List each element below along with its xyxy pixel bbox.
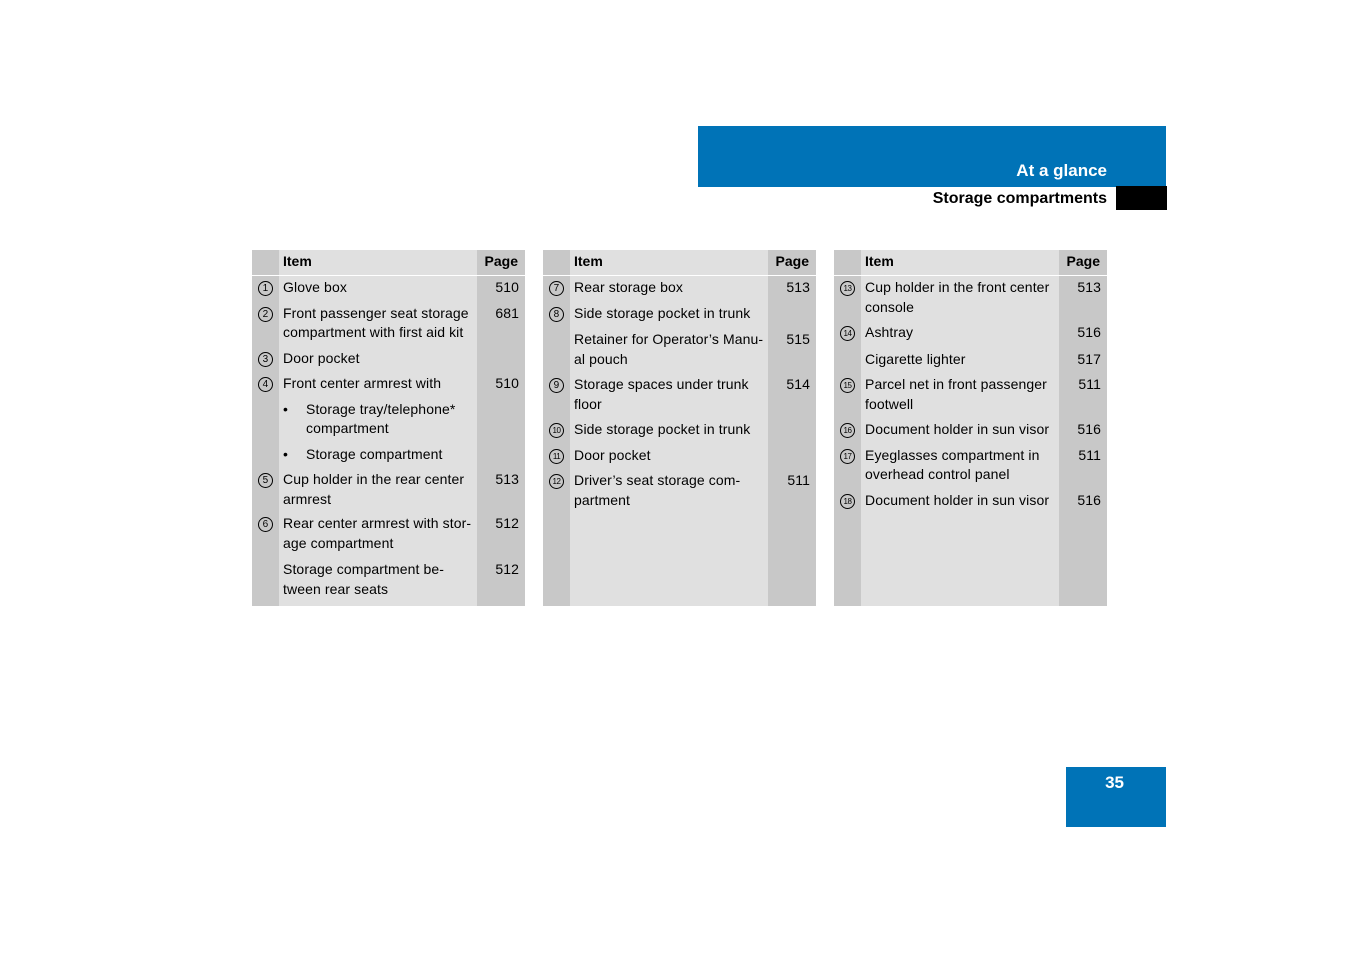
item-number [252, 304, 279, 343]
bullet-text: Storage tray/telephone* compartment [306, 400, 456, 436]
circled-number-icon: 3 [258, 352, 273, 367]
item-text: Cup holder in the front center console [865, 279, 1050, 315]
item-number [834, 323, 861, 343]
bullet-icon: • [283, 400, 289, 417]
table-row [543, 330, 816, 369]
circled-number-icon: 6 [258, 517, 273, 532]
circled-number-icon: 11 [549, 449, 564, 464]
table-row [834, 491, 1107, 511]
item-number [543, 278, 570, 298]
page-number-box [1066, 767, 1166, 827]
item-number [834, 420, 861, 440]
table-row [252, 304, 525, 343]
bullet-text: Storage compartment [306, 445, 443, 462]
item-number [834, 446, 861, 485]
circled-number-icon: 10 [549, 423, 564, 438]
page-reference: 511 [787, 472, 810, 488]
page-reference: 681 [495, 304, 519, 321]
page-reference: 516 [1077, 421, 1101, 437]
table-row [834, 323, 1107, 343]
item-number [543, 375, 570, 414]
page-reference: 512 [495, 515, 519, 531]
table-row [543, 278, 816, 298]
item-number [543, 471, 570, 510]
header-divider [543, 275, 816, 276]
item-text: Document holder in sun visor [865, 491, 1050, 508]
table-row [252, 514, 525, 553]
page-reference [476, 400, 524, 439]
table-row [252, 349, 525, 369]
item-text: Rear center armrest with stor-age compartment [283, 515, 472, 551]
table-row [834, 350, 1107, 370]
item-text: Side storage pocket in trunk [574, 421, 751, 437]
page-reference: 513 [786, 279, 810, 295]
page-reference [476, 445, 524, 465]
page-reference: 510 [495, 375, 519, 391]
circled-number-icon: 5 [258, 473, 273, 488]
table-row [252, 400, 525, 439]
item-number [252, 374, 279, 394]
table-row [543, 471, 816, 510]
table-row [543, 420, 816, 440]
page-reference: 511 [1078, 376, 1101, 392]
circled-number-icon: 16 [840, 423, 855, 438]
section-title: At a glance [1016, 161, 1107, 180]
page-reference: 516 [1077, 491, 1101, 508]
table-rows [252, 278, 525, 599]
table-row [834, 446, 1107, 485]
storage-table-3 [834, 250, 1107, 606]
circled-number-icon: 15 [840, 378, 855, 393]
item-text: Storage compartment be-tween rear seats [283, 561, 445, 597]
item-text: Ashtray [865, 324, 914, 340]
circled-number-icon: 18 [840, 494, 855, 509]
table-row [252, 445, 525, 465]
circled-number-icon: 1 [258, 281, 273, 296]
item-header: Item [574, 253, 603, 269]
page-header: Page [484, 253, 518, 269]
item-text: Front passenger seat storage compartment with first aid kit [283, 304, 469, 340]
item-text [279, 400, 476, 439]
item-text: Rear storage box [574, 279, 683, 295]
table-row [543, 304, 816, 324]
storage-table-2 [543, 250, 816, 606]
item-text: Front center armrest with [283, 375, 442, 391]
table-rows [834, 278, 1107, 510]
item-number [834, 278, 861, 317]
item-text: Driver’s seat storage com-partment [574, 472, 741, 508]
item-number [252, 349, 279, 369]
table-row [834, 375, 1107, 414]
table-row [252, 278, 525, 298]
item-text: Side storage pocket in trunk [574, 304, 751, 321]
page-reference: 517 [1077, 350, 1101, 367]
circled-number-icon: 2 [258, 307, 273, 322]
item-text: Parcel net in front passenger footwell [865, 376, 1047, 412]
item-number [252, 400, 279, 439]
item-text: Door pocket [283, 349, 360, 366]
table-row [252, 374, 525, 394]
subsection-marker [1116, 186, 1167, 210]
table-rows [543, 278, 816, 510]
item-text: Glove box [283, 279, 347, 295]
item-number [252, 560, 279, 599]
item-text: Document holder in sun visor [865, 421, 1050, 437]
item-text [279, 445, 476, 465]
page-header: Page [775, 253, 809, 269]
circled-number-icon: 12 [549, 474, 564, 489]
header-divider [252, 275, 525, 276]
page-reference [767, 420, 815, 440]
page-reference: 513 [495, 471, 519, 487]
page-reference [767, 446, 815, 466]
circled-number-icon: 8 [549, 307, 564, 322]
page-reference: 510 [495, 279, 519, 295]
page-reference: 514 [786, 376, 810, 392]
table-row [543, 446, 816, 466]
table-row [252, 560, 525, 599]
page-header: Page [1066, 253, 1100, 269]
circled-number-icon: 4 [258, 377, 273, 392]
bullet-icon: • [283, 445, 289, 462]
item-header: Item [865, 253, 894, 269]
table-row [543, 375, 816, 414]
page-reference: 512 [495, 561, 519, 577]
item-number [834, 375, 861, 414]
circled-number-icon: 9 [549, 378, 564, 393]
item-number [252, 278, 279, 298]
circled-number-icon: 7 [549, 281, 564, 296]
page-reference [767, 304, 815, 324]
page-reference [476, 349, 524, 369]
section-header-bar [698, 126, 1166, 187]
item-number [543, 420, 570, 440]
item-number [834, 491, 861, 511]
item-text: Door pocket [574, 446, 651, 463]
item-number [834, 350, 861, 370]
page-number: 35 [1105, 773, 1124, 792]
item-text: Storage spaces under trunk floor [574, 376, 749, 412]
item-text: Cup holder in the rear center armrest [283, 471, 465, 507]
header-divider [834, 275, 1107, 276]
table-row [834, 420, 1107, 440]
table-row [252, 470, 525, 509]
item-number [543, 446, 570, 466]
circled-number-icon: 13 [840, 281, 855, 296]
item-number [543, 330, 570, 369]
item-number [252, 445, 279, 465]
item-number [543, 304, 570, 324]
page-reference: 515 [786, 331, 810, 347]
page-reference: 516 [1077, 324, 1101, 340]
item-text: Retainer for Operator’s Manu-al pouch [574, 331, 764, 367]
item-text: Cigarette lighter [865, 350, 966, 367]
table-row [834, 278, 1107, 317]
item-number [252, 470, 279, 509]
item-number [252, 514, 279, 553]
item-text: Eyeglasses compartment in overhead control panel [865, 446, 1040, 482]
page-reference: 513 [1077, 279, 1101, 295]
item-header: Item [283, 253, 312, 269]
subsection-title: Storage compartments [932, 190, 1107, 207]
storage-table-1 [252, 250, 525, 606]
circled-number-icon: 17 [840, 449, 855, 464]
circled-number-icon: 14 [840, 326, 855, 341]
page-reference: 511 [1078, 446, 1101, 463]
